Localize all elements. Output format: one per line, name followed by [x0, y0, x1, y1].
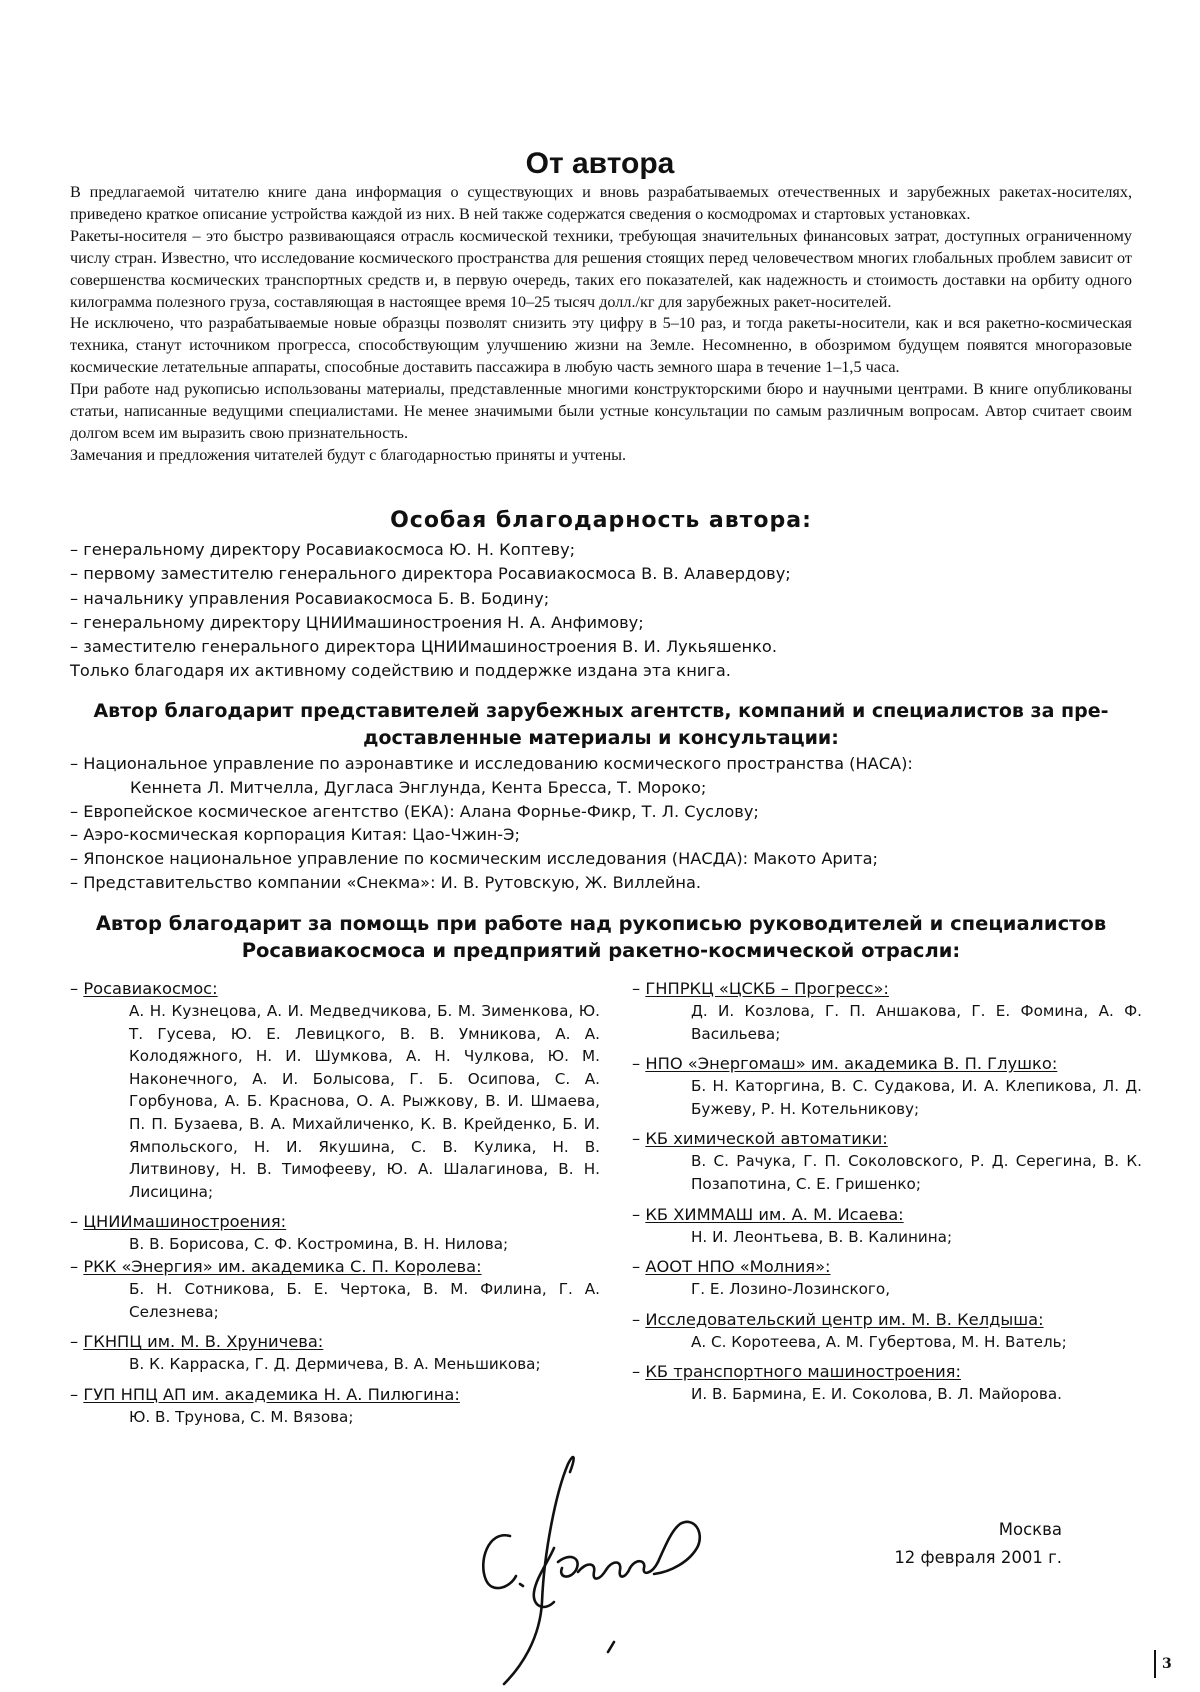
- heading-line: Автор благодарит за помощь при работе над рукописью руководителей и специалистов: [95, 912, 1107, 935]
- org-name-text: РКК «Энергия» им. академика С. П. Королева:: [83, 1256, 482, 1276]
- org-name: [632, 1128, 1142, 1150]
- list-dash: –: [632, 1129, 641, 1149]
- org-name: [70, 1331, 600, 1353]
- org-name-text: ГУП НПЦ АП им. академика Н. А. Пилюгина:: [83, 1384, 460, 1404]
- list-dash: –: [70, 1256, 79, 1276]
- list-item: – заместителю генерального директора ЦНИИмашиностроения В. И. Лукьяшенко.: [70, 637, 777, 657]
- org-name-text: КБ транспортного машиностроения:: [645, 1362, 961, 1382]
- org-name-text: АООТ НПО «Молния»:: [645, 1257, 831, 1277]
- org-name-text: ГКНПЦ им. М. В. Хруничева:: [83, 1332, 324, 1352]
- org-name-text: НПО «Энергомаш» им. академика В. П. Глушко:: [645, 1054, 1058, 1074]
- org-name: [632, 1204, 1142, 1226]
- page-number: 3: [1154, 1650, 1172, 1678]
- specialist-names: А. С. Коротеева, А. М. Губертова, М. Н. Ватель;: [691, 1332, 1067, 1351]
- org-name: [70, 1211, 600, 1233]
- intro-paragraph: Замечания и предложения читателей будут с благодарностью приняты и учтены.: [70, 445, 627, 464]
- signoff-date: 12 февраля 2001 г.: [894, 1548, 1062, 1567]
- org-name: [632, 1309, 1142, 1331]
- list-dash: –: [632, 1309, 641, 1329]
- list-dash: –: [70, 979, 79, 998]
- intro-paragraph: Не исключено, что разрабатываемые новые образцы позволят снизить эту цифру в 5–10 раз, и тогда ракеты-носители, как и вся ракетно-космическая техника, станут источником прогресса, способствующим улучшению жизни на Земле. Несомненно, в обозримом будущем появятся многоразовые космические летательные аппараты, способные доставить пассажира в любую часть земного шара в течение 1–1,5 часа.: [70, 314, 1132, 377]
- specialist-names: Д. И. Козлова, Г. П. Аншакова, Г. Е. Фомина, А. Ф. Васильева;: [691, 1002, 1142, 1043]
- special-thanks-list: [70, 538, 1140, 684]
- special-thanks-closing: Только благодаря их активному содействию и поддержке издана эта книга.: [70, 661, 731, 681]
- org-name-text: ГНПРКЦ «ЦСКБ – Прогресс»:: [645, 979, 889, 998]
- specialist-names: И. В. Бармина, Е. И. Соколова, В. Л. Майорова.: [691, 1385, 1062, 1404]
- org-name-text: КБ химической автоматики:: [645, 1129, 888, 1149]
- list-item: Кеннета Л. Митчелла, Дугласа Энглунда, Кента Бресса, Т. Мороко;: [130, 777, 707, 797]
- org-name-text: ЦНИИмашиностроения:: [83, 1212, 287, 1232]
- org-name: [632, 978, 1142, 1000]
- specialist-names: Б. Н. Каторгина, В. С. Судакова, И. А. Клепикова, Л. Д. Бужеву, Р. Н. Котельникову;: [691, 1077, 1142, 1118]
- signoff-city: Москва: [998, 1520, 1062, 1539]
- org-name: [70, 978, 600, 1000]
- domestic-right-column: [632, 978, 1142, 1414]
- heading-line: Автор благодарит представителей зарубежных агентств, компаний и специалистов за пре-: [93, 700, 1109, 722]
- org-name: [632, 1256, 1142, 1278]
- specialist-names: Н. И. Леонтьева, В. В. Калинина;: [691, 1227, 953, 1246]
- page-title: От автора: [525, 147, 675, 180]
- specialist-names: Ю. В. Трунова, С. М. Вязова;: [129, 1407, 354, 1426]
- intro-paragraph: В предлагаемой читателю книге дана информация о существующих и вновь разрабатываемых отечественных и зарубежных ракетах-носителях, приведено краткое описание устройства каждой из них. В ней также содержатся сведения о космодромах и стартовых установках.: [70, 183, 1132, 223]
- list-dash: –: [632, 979, 641, 998]
- list-dash: –: [632, 1257, 641, 1277]
- org-name: [70, 1384, 600, 1406]
- org-name-text: Исследовательский центр им. М. В. Келдыша:: [645, 1309, 1044, 1329]
- specialist-names: А. Н. Кузнецова, А. И. Медведчикова, Б. М. Зименкова, Ю. Т. Гусева, Ю. Е. Левицкого, В. В. Умникова, А. А. Колодяжного, Н. И. Шумкова, А. Н. Чулкова, Ю. М. Наконечного, А. И. Болысова, Г. Б. Осипова, С. А. Горбунова, А. Б. Краснова, О. А. Рыжкову, В. И. Шмаева, П. П. Бузаева, В. А. Михайличенко, К. В. Крейденко, Б. И. Ямпольского, Н. И. Якушина, С. В. Кулика, Н. В. Литвинову, Н. В. Тимофееву, Ю. А. Шалагинова, В. Н. Лисицина;: [129, 1002, 600, 1201]
- list-item: – Японское национальное управление по космическим исследования (НАСДА): Макото Арита;: [70, 849, 878, 869]
- author-signature: [458, 1412, 718, 1692]
- list-dash: –: [632, 1054, 641, 1074]
- signoff: [802, 1516, 1062, 1572]
- heading-line: Росавиакосмоса и предприятий ракетно-космической отрасли:: [241, 939, 961, 962]
- specialist-names: Г. Е. Лозино-Лозинского,: [691, 1280, 891, 1299]
- org-name: [632, 1053, 1142, 1075]
- list-item: – первому заместителю генерального директора Росавиакосмоса В. В. Алавердову;: [70, 564, 791, 584]
- list-item: – Национальное управление по аэронавтике и исследованию космического пространства (НАСА):: [70, 754, 913, 773]
- intro-paragraph: Ракеты-носителя – это быстро развивающаяся отрасль космической техники, требующая значительных финансовых затрат, доступных ограниченному числу стран. Известно, что исследование космического пространства для решения стоящих перед человечеством многих глобальных проблем зависит от совершенства космических транспортных средств и, в первую очередь, таких его показателей, как надежность и стоимость доставки на орбиту одного килограмма полезного груза, составляющая в настоящее время 10–25 тысяч долл./кг для зарубежных ракет-носителей.: [70, 226, 1132, 311]
- domestic-left-column: [70, 978, 600, 1436]
- foreign-thanks-heading: [70, 698, 1132, 752]
- list-item: – Представительство компании «Снекма»: И. В. Рутовскую, Ж. Виллейна.: [70, 872, 702, 892]
- list-dash: –: [632, 1204, 641, 1224]
- heading-line: доставленные материалы и консультации:: [363, 727, 839, 749]
- intro-paragraph: При работе над рукописью использованы материалы, представленные многими конструкторскими бюро и научными центрами. В книге опубликованы статьи, написанные ведущими специалистами. Не менее значимыми были устные консультации по самым различным вопросам. Автор считает своим долгом всем им выразить свою признательность.: [70, 380, 1132, 442]
- org-name-text: Росавиакосмос:: [83, 979, 218, 998]
- specialist-names: В. К. Карраска, Г. Д. Дермичева, В. А. Меньшикова;: [129, 1355, 541, 1374]
- list-dash: –: [632, 1362, 641, 1382]
- list-item: – генеральному директору ЦНИИмашиностроения Н. А. Анфимову;: [70, 612, 644, 632]
- specialist-names: В. В. Борисова, С. Ф. Костромина, В. Н. Нилова;: [129, 1235, 509, 1254]
- intro-text: [70, 182, 1132, 467]
- list-item: – начальнику управления Росавиакосмоса Б. В. Бодину;: [70, 588, 550, 608]
- specialist-names: Б. Н. Сотникова, Б. Е. Чертока, В. М. Филина, Г. А. Селезнева;: [129, 1279, 600, 1321]
- list-item: – Европейское космическое агентство (ЕКА): Алана Форнье-Фикр, Т. Л. Суслову;: [70, 801, 759, 821]
- list-item: – Аэро-космическая корпорация Китая: Цао-Чжин-Э;: [70, 825, 520, 845]
- foreign-thanks-list: [70, 752, 1140, 895]
- special-thanks-heading: Особая благодарность автора:: [390, 508, 812, 533]
- specialist-names: В. С. Рачука, Г. П. Соколовского, Р. Д. Серегина, В. К. Позапотина, С. Е. Гришенко;: [691, 1152, 1142, 1193]
- org-name-text: КБ ХИММАШ им. А. М. Исаева:: [645, 1204, 904, 1224]
- list-dash: –: [70, 1384, 79, 1404]
- domestic-thanks-heading: [70, 910, 1132, 964]
- list-item: – генеральному директору Росавиакосмоса Ю. Н. Коптеву;: [70, 540, 576, 559]
- org-name: [632, 1361, 1142, 1383]
- list-dash: –: [70, 1212, 79, 1232]
- list-dash: –: [70, 1332, 79, 1352]
- org-name: [70, 1256, 600, 1278]
